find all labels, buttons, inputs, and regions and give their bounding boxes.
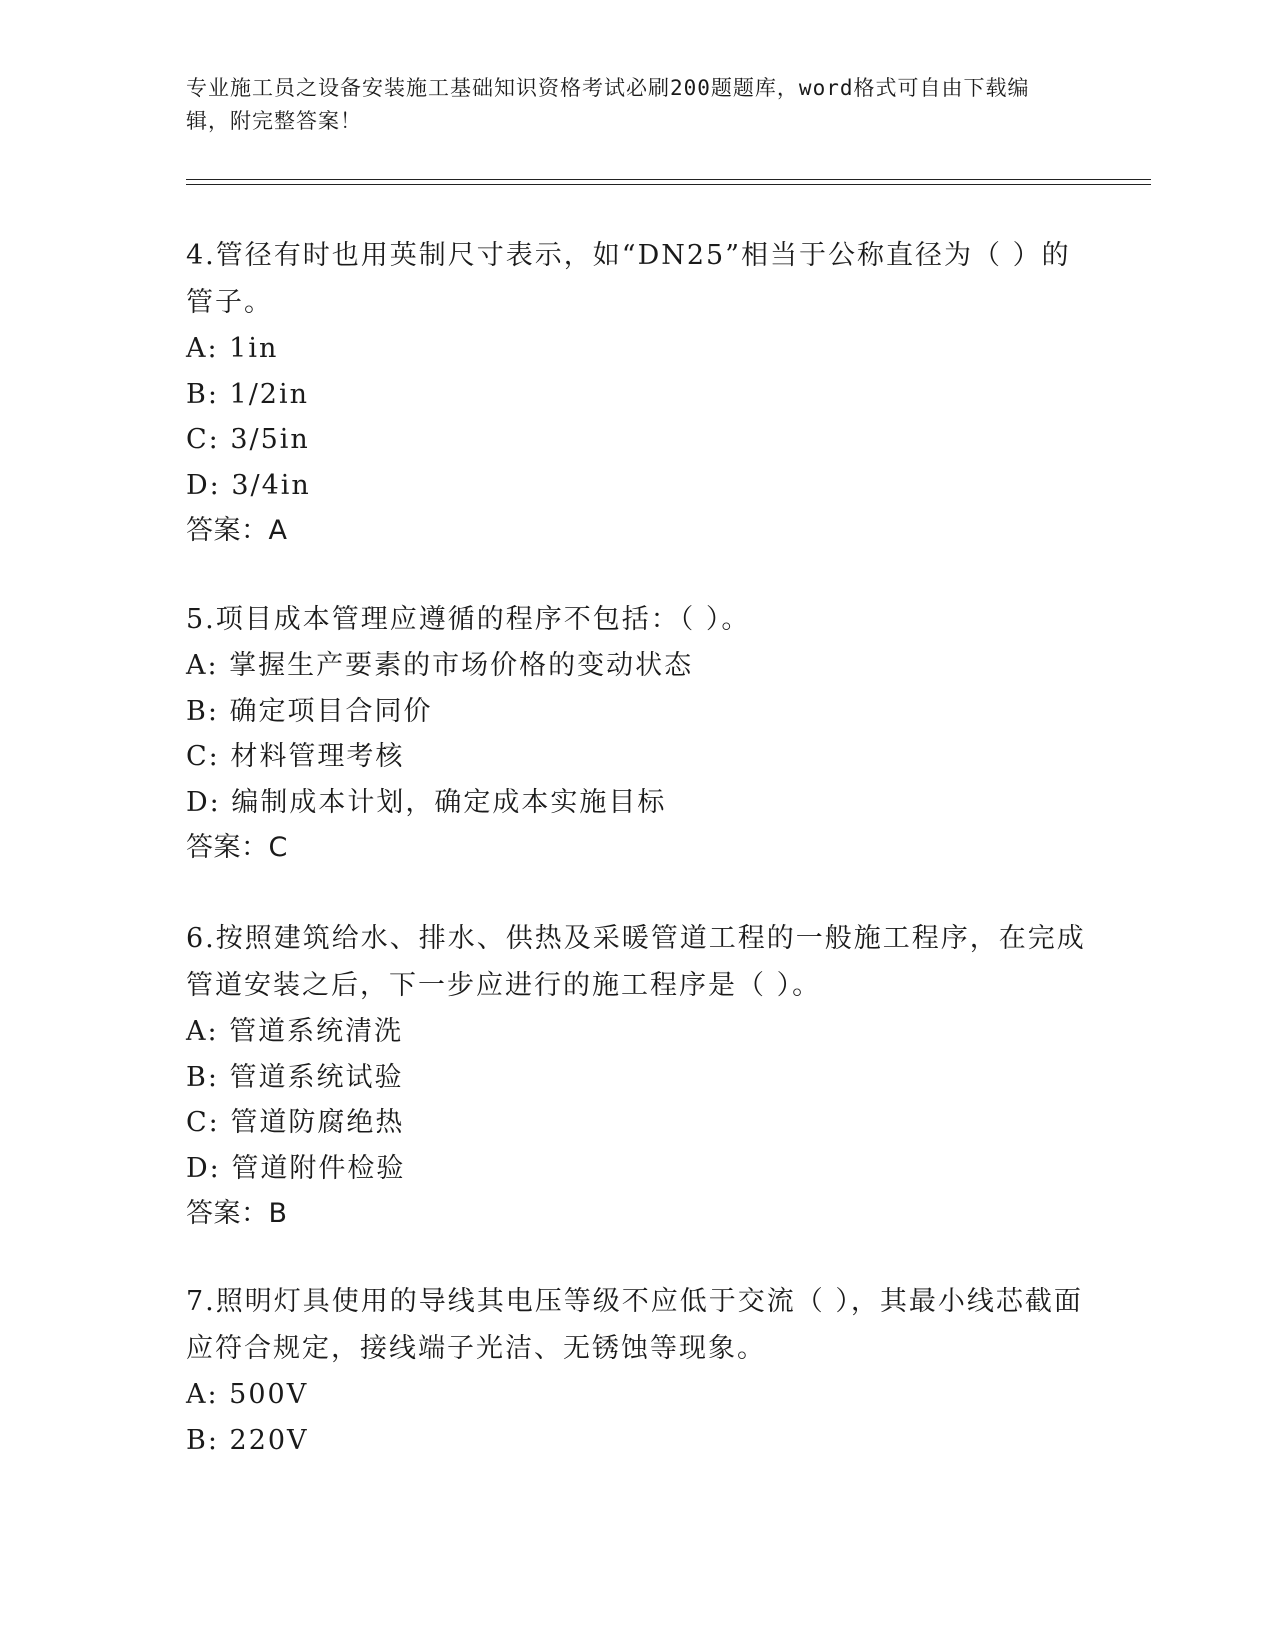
answer: 答案：C	[186, 832, 288, 863]
option-d: D: 编制成本计划，确定成本实施目标	[186, 786, 667, 818]
option-b: B: 220V	[186, 1424, 309, 1456]
header-rule-bottom	[186, 184, 1151, 185]
question-stem: 7.照明灯具使用的导线其电压等级不应低于交流（ ），其最小线芯截面应符合规定，接线端子光洁、无锈蚀等现象。	[186, 1286, 1083, 1364]
option-b: B: 确定项目合同价	[186, 695, 433, 727]
header-rule-top	[186, 179, 1151, 180]
question-6	[186, 915, 1086, 1237]
answer: 答案：A	[186, 515, 288, 546]
option-c: C: 3/5in	[186, 424, 310, 455]
question-4	[186, 232, 1086, 554]
option-c: C: 管道防腐绝热	[186, 1107, 405, 1138]
option-b: B: 1/2in	[186, 378, 309, 410]
question-stem: 6.按照建筑给水、排水、供热及采暖管道工程的一般施工程序，在完成管道安装之后，下一步应进行的施工程序是（ ）。	[186, 923, 1086, 1001]
question-stem: 4.管径有时也用英制尺寸表示，如“DN25”相当于公称直径为（ ）的管子。	[186, 240, 1071, 318]
question-5	[186, 596, 1086, 871]
option-d: D: 3/4in	[186, 469, 311, 501]
question-7	[186, 1278, 1086, 1463]
option-d: D: 管道附件检验	[186, 1152, 406, 1184]
option-a: A: 500V	[186, 1379, 309, 1410]
option-b: B: 管道系统试验	[186, 1061, 404, 1093]
option-a: A: 1in	[186, 333, 279, 364]
question-stem: 5.项目成本管理应遵循的程序不包括：（ ）。	[186, 604, 751, 635]
answer: 答案：B	[186, 1198, 288, 1229]
option-a: A: 管道系统清洗	[186, 1016, 404, 1047]
option-a: A: 掌握生产要素的市场价格的变动状态	[186, 650, 694, 681]
header-text: 专业施工员之设备安装施工基础知识资格考试必刷200题题库，word格式可自由下载编辑，附完整答案！	[186, 76, 1030, 133]
document-header	[186, 72, 1066, 138]
option-c: C: 材料管理考核	[186, 741, 405, 772]
